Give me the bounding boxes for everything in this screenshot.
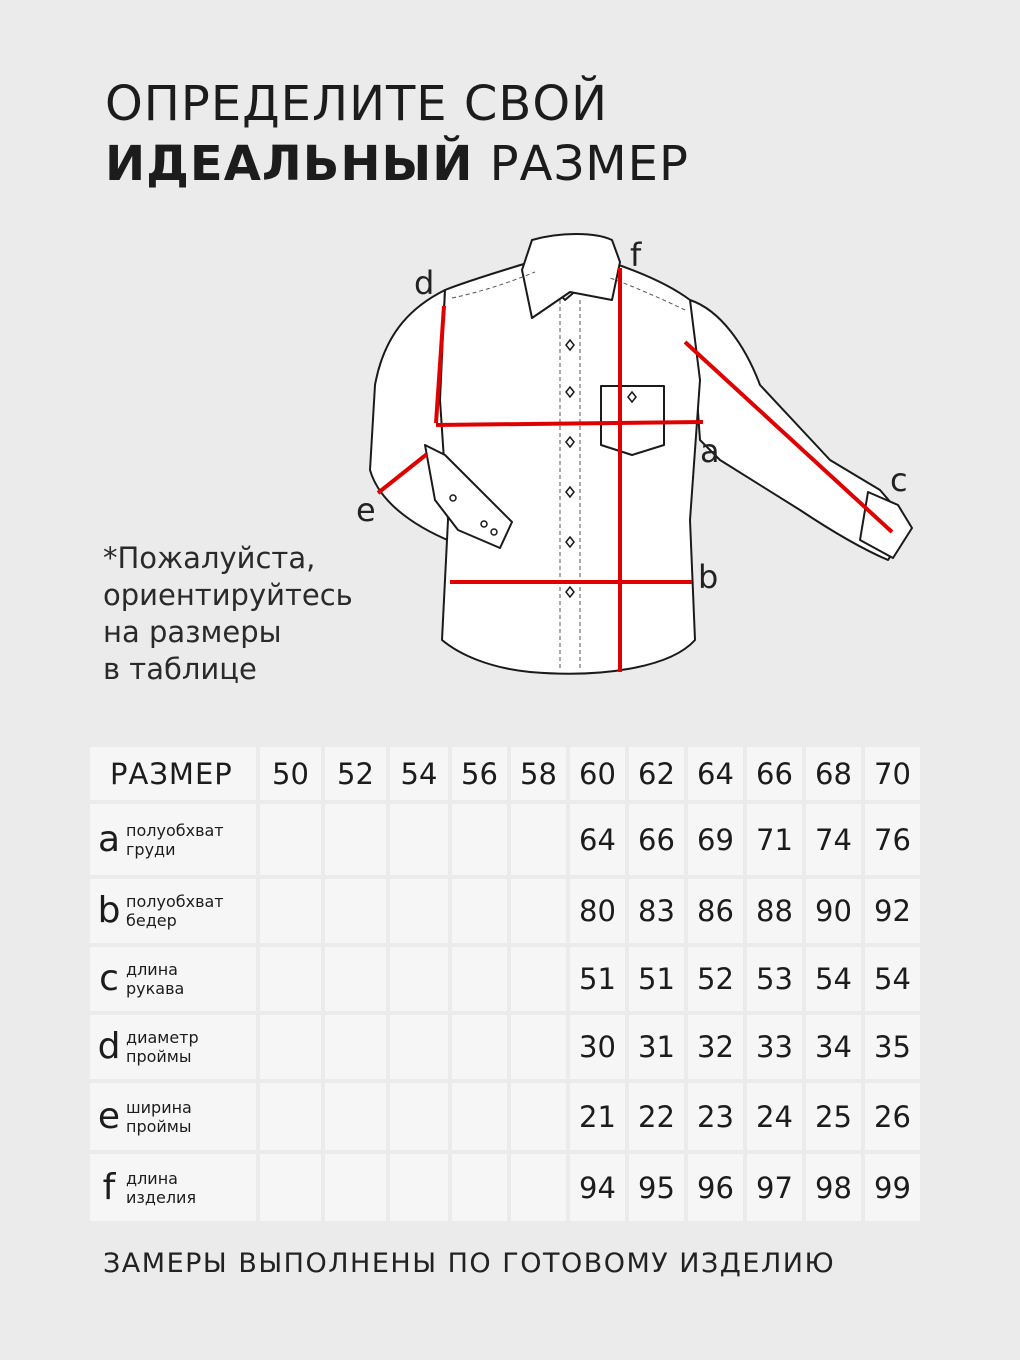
table-cell [390, 804, 448, 875]
table-cell: 51 [629, 947, 684, 1011]
size-column-header: 64 [688, 747, 743, 800]
measurement-desc-line: бедер [126, 911, 177, 930]
table-cell: 31 [629, 1015, 684, 1079]
size-column-header: 60 [570, 747, 625, 800]
measurement-desc-line: проймы [126, 1047, 192, 1066]
table-row [90, 1083, 920, 1150]
measurement-desc-line: длина [126, 960, 178, 979]
table-cell: 22 [629, 1083, 684, 1150]
page-title [105, 74, 689, 194]
table-cell [511, 1015, 566, 1079]
table-cell: 34 [806, 1015, 861, 1079]
table-cell: 26 [865, 1083, 920, 1150]
table-cell: 92 [865, 879, 920, 943]
note-line: в таблице [103, 652, 257, 686]
table-cell [325, 947, 386, 1011]
measurement-label-cell [90, 947, 256, 1011]
table-cell: 24 [747, 1083, 802, 1150]
table-cell: 99 [865, 1154, 920, 1221]
title-rest-word: РАЗМЕР [489, 136, 689, 192]
table-cell [511, 1083, 566, 1150]
measurement-label-cell [90, 1154, 256, 1221]
table-cell [452, 804, 507, 875]
table-cell: 76 [865, 804, 920, 875]
table-cell [325, 1154, 386, 1221]
size-column-header: 62 [629, 747, 684, 800]
table-cell [325, 804, 386, 875]
table-cell [390, 1083, 448, 1150]
label-b: b [698, 558, 719, 596]
table-cell: 88 [747, 879, 802, 943]
table-cell: 30 [570, 1015, 625, 1079]
table-cell [452, 1154, 507, 1221]
table-cell: 86 [688, 879, 743, 943]
title-bold-word: ИДЕАЛЬНЫЙ [105, 136, 474, 192]
table-cell: 80 [570, 879, 625, 943]
table-row [90, 804, 920, 875]
size-header-cell: РАЗМЕР [90, 747, 256, 800]
table-cell [511, 879, 566, 943]
measurement-label-cell [90, 1083, 256, 1150]
size-column-header: 54 [390, 747, 448, 800]
table-cell [452, 879, 507, 943]
measurement-desc-line: рукава [126, 979, 185, 998]
measurement-letter: d [97, 1026, 121, 1067]
shirt-body-outline [440, 262, 700, 674]
measurement-label-cell [90, 879, 256, 943]
size-column-header: 52 [325, 747, 386, 800]
measurement-desc-line: длина [126, 1168, 178, 1188]
size-column-header: 68 [806, 747, 861, 800]
table-cell: 98 [806, 1154, 861, 1221]
table-cell [260, 879, 321, 943]
table-cell: 74 [806, 804, 861, 875]
table-cell [325, 1015, 386, 1079]
table-cell [390, 879, 448, 943]
table-cell [390, 947, 448, 1011]
note-line: *Пожалуйста, [103, 541, 316, 575]
label-c: c [890, 461, 908, 499]
label-f: f [630, 236, 642, 274]
table-row [90, 879, 920, 943]
table-cell [452, 1015, 507, 1079]
measurement-desc-line: диаметр [126, 1028, 199, 1047]
table-cell: 33 [747, 1015, 802, 1079]
table-cell [452, 1083, 507, 1150]
size-table [86, 743, 924, 1225]
table-cell: 32 [688, 1015, 743, 1079]
table-cell: 64 [570, 804, 625, 875]
table-cell: 90 [806, 879, 861, 943]
table-cell [511, 1154, 566, 1221]
table-cell: 52 [688, 947, 743, 1011]
table-cell: 51 [570, 947, 625, 1011]
table-cell: 97 [747, 1154, 802, 1221]
measurement-letter: b [97, 890, 121, 931]
table-cell: 54 [806, 947, 861, 1011]
table-cell: 21 [570, 1083, 625, 1150]
table-cell: 69 [688, 804, 743, 875]
table-cell [452, 947, 507, 1011]
table-cell: 83 [629, 879, 684, 943]
measurement-desc-line: полуобхват [126, 820, 224, 840]
note-line: ориентируйтесь [103, 578, 353, 612]
size-note [103, 540, 353, 688]
table-cell: 66 [629, 804, 684, 875]
size-column-header: 50 [260, 747, 321, 800]
measurement-desc-line: груди [126, 839, 176, 859]
table-row [90, 1015, 920, 1079]
label-e: e [356, 491, 376, 529]
label-a: a [700, 432, 720, 470]
size-column-header: 70 [865, 747, 920, 800]
footer-note: ЗАМЕРЫ ВЫПОЛНЕНЫ ПО ГОТОВОМУ ИЗДЕЛИЮ [103, 1248, 836, 1279]
measurement-label-cell [90, 1015, 256, 1079]
table-cell [260, 1083, 321, 1150]
label-d: d [414, 264, 435, 302]
table-cell [260, 1015, 321, 1079]
table-cell [260, 804, 321, 875]
measurement-label-cell [90, 804, 256, 875]
title-line-2 [105, 134, 689, 194]
table-row [90, 947, 920, 1011]
measurement-letter: f [102, 1166, 116, 1208]
measurement-letter: c [99, 958, 119, 999]
table-cell: 53 [747, 947, 802, 1011]
size-column-header: 66 [747, 747, 802, 800]
table-cell [260, 1154, 321, 1221]
table-cell: 96 [688, 1154, 743, 1221]
table-cell [325, 1083, 386, 1150]
measurement-desc-line: изделия [126, 1187, 197, 1207]
shirt-diagram [340, 225, 940, 695]
table-cell: 54 [865, 947, 920, 1011]
table-cell [390, 1015, 448, 1079]
measurement-letter: e [97, 1095, 121, 1137]
table-cell [390, 1154, 448, 1221]
table-cell: 23 [688, 1083, 743, 1150]
measurement-desc-line: проймы [126, 1116, 192, 1136]
table-cell [325, 879, 386, 943]
measurement-desc-line: ширина [126, 1097, 192, 1117]
table-cell: 95 [629, 1154, 684, 1221]
table-cell [511, 804, 566, 875]
table-header-row [90, 747, 920, 800]
title-line-1: ОПРЕДЕЛИТЕ СВОЙ [105, 76, 609, 132]
note-line: на размеры [103, 615, 282, 649]
table-cell: 35 [865, 1015, 920, 1079]
table-row [90, 1154, 920, 1221]
size-column-header: 56 [452, 747, 507, 800]
size-column-header: 58 [511, 747, 566, 800]
table-cell: 25 [806, 1083, 861, 1150]
measurement-letter: a [97, 818, 121, 860]
table-cell [260, 947, 321, 1011]
table-cell: 71 [747, 804, 802, 875]
table-cell [511, 947, 566, 1011]
measurement-desc-line: полуобхват [126, 892, 224, 911]
table-cell: 94 [570, 1154, 625, 1221]
